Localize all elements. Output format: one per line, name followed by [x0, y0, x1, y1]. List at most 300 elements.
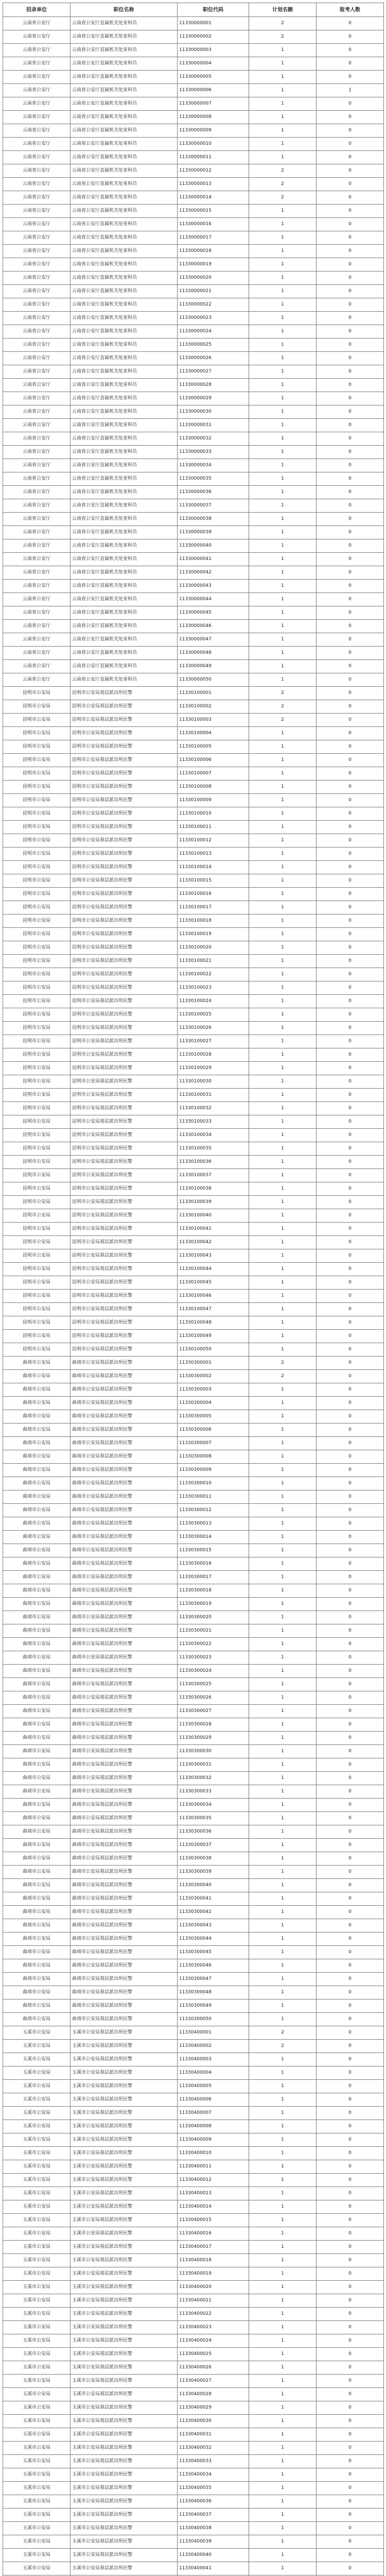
cell-registered: 0	[317, 57, 384, 71]
table-row	[3, 2214, 384, 2227]
cell-post: 昆明市公安局基层派出所民警	[71, 1156, 178, 1169]
table-row	[3, 2468, 384, 2482]
cell-registered: 0	[317, 2388, 384, 2401]
cell-registered: 0	[317, 1933, 384, 1946]
cell-registered: 0	[317, 2348, 384, 2361]
cell-post: 昆明市公安局基层派出所民警	[71, 754, 178, 767]
cell-post: 玉溪市公安局基层派出所民警	[71, 2509, 178, 2522]
table-row	[3, 2254, 384, 2267]
cell-registered: 0	[317, 2040, 384, 2053]
table-row	[3, 419, 384, 432]
cell-post: 昆明市公安局基层派出所民警	[71, 928, 178, 941]
table-header-row	[3, 3, 384, 17]
cell-code: 11330300034	[178, 1799, 249, 1812]
cell-plan: 1	[249, 1772, 317, 1785]
cell-post: 云南省公安厅直属机关处室科员	[71, 419, 178, 432]
cell-unit: 云南省公安厅	[3, 566, 71, 580]
cell-registered: 0	[317, 539, 384, 553]
table-row	[3, 1758, 384, 1772]
cell-code: 11330100043	[178, 1249, 249, 1263]
cell-post: 云南省公安厅直属机关处室科员	[71, 84, 178, 97]
table-row	[3, 84, 384, 97]
table-row	[3, 2535, 384, 2549]
cell-code: 11330100017	[178, 901, 249, 914]
table-row	[3, 513, 384, 526]
cell-plan: 1	[249, 124, 317, 138]
cell-unit: 玉溪市公安局	[3, 2214, 71, 2227]
cell-post: 云南省公安厅直属机关处室科员	[71, 379, 178, 392]
table-row	[3, 138, 384, 151]
cell-plan: 1	[249, 1423, 317, 1437]
cell-post: 云南省公安厅直属机关处室科员	[71, 392, 178, 405]
cell-registered: 0	[317, 955, 384, 968]
cell-registered: 0	[317, 432, 384, 446]
table-row	[3, 2334, 384, 2348]
cell-registered: 0	[317, 1316, 384, 1330]
cell-post: 曲靖市公安局基层派出所民警	[71, 1624, 178, 1638]
cell-unit: 云南省公安厅	[3, 647, 71, 660]
cell-plan: 1	[249, 941, 317, 955]
cell-post: 云南省公安厅直属机关处室科员	[71, 231, 178, 245]
cell-unit: 昆明市公安局	[3, 848, 71, 861]
cell-code: 11330300047	[178, 1973, 249, 1986]
cell-code: 11330000034	[178, 459, 249, 472]
cell-post: 玉溪市公安局基层派出所民警	[71, 2066, 178, 2080]
cell-code: 11330300026	[178, 1691, 249, 1705]
cell-registered: 0	[317, 1839, 384, 1852]
cell-registered: 0	[317, 218, 384, 231]
table-row	[3, 2348, 384, 2361]
table-row	[3, 338, 384, 352]
cell-registered: 0	[317, 1357, 384, 1370]
table-row	[3, 727, 384, 740]
cell-unit: 玉溪市公安局	[3, 2160, 71, 2174]
cell-registered: 0	[317, 1691, 384, 1705]
cell-plan: 1	[249, 2160, 317, 2174]
cell-post: 曲靖市公安局基层派出所民警	[71, 1504, 178, 1517]
cell-plan: 1	[249, 1383, 317, 1397]
cell-registered: 0	[317, 1370, 384, 1383]
cell-registered: 0	[317, 2053, 384, 2066]
cell-code: 11330300050	[178, 2013, 249, 2026]
cell-code: 11330100038	[178, 1182, 249, 1196]
cell-registered: 0	[317, 1450, 384, 1464]
cell-registered: 0	[317, 606, 384, 620]
header-registered: 报考人数	[317, 3, 384, 17]
cell-registered: 0	[317, 124, 384, 138]
cell-post: 玉溪市公安局基层派出所民警	[71, 2133, 178, 2147]
cell-post: 昆明市公安局基层派出所民警	[71, 941, 178, 955]
cell-unit: 云南省公安厅	[3, 432, 71, 446]
cell-registered: 0	[317, 17, 384, 30]
cell-unit: 昆明市公安局	[3, 981, 71, 995]
table-row	[3, 2093, 384, 2107]
cell-registered: 0	[317, 2415, 384, 2428]
table-row	[3, 914, 384, 928]
cell-unit: 云南省公安厅	[3, 17, 71, 30]
table-row	[3, 700, 384, 714]
cell-post: 云南省公安厅直属机关处室科员	[71, 566, 178, 580]
cell-code: 11330300003	[178, 1383, 249, 1397]
cell-registered: 0	[317, 1089, 384, 1102]
cell-registered: 0	[317, 807, 384, 821]
cell-registered: 0	[317, 446, 384, 459]
cell-registered: 0	[317, 2241, 384, 2254]
table-row	[3, 499, 384, 513]
cell-registered: 0	[317, 620, 384, 633]
table-row	[3, 1075, 384, 1089]
table-row	[3, 151, 384, 164]
cell-post: 曲靖市公安局基层派出所民警	[71, 1651, 178, 1665]
cell-post: 玉溪市公安局基层派出所民警	[71, 2040, 178, 2053]
cell-unit: 玉溪市公安局	[3, 2200, 71, 2214]
cell-code: 11330000032	[178, 432, 249, 446]
cell-code: 11330100012	[178, 834, 249, 848]
cell-unit: 昆明市公安局	[3, 1035, 71, 1048]
cell-plan: 1	[249, 995, 317, 1008]
cell-registered: 0	[317, 71, 384, 84]
table-row	[3, 71, 384, 84]
cell-post: 云南省公安厅直属机关处室科员	[71, 272, 178, 285]
cell-unit: 曲靖市公安局	[3, 1571, 71, 1584]
cell-plan: 2	[249, 17, 317, 30]
cell-post: 昆明市公安局基层派出所民警	[71, 1008, 178, 1022]
cell-post: 云南省公安厅直属机关处室科员	[71, 539, 178, 553]
cell-registered: 0	[317, 1209, 384, 1223]
cell-registered: 0	[317, 151, 384, 164]
cell-registered: 0	[317, 901, 384, 914]
cell-plan: 1	[249, 1330, 317, 1343]
cell-plan: 1	[249, 111, 317, 124]
cell-plan: 2	[249, 30, 317, 44]
cell-unit: 玉溪市公安局	[3, 2187, 71, 2200]
cell-plan: 1	[249, 807, 317, 821]
cell-unit: 云南省公安厅	[3, 593, 71, 606]
cell-code: 11330100033	[178, 1115, 249, 1129]
cell-plan: 1	[249, 1223, 317, 1236]
cell-unit: 昆明市公安局	[3, 714, 71, 727]
cell-unit: 昆明市公安局	[3, 727, 71, 740]
cell-registered: 0	[317, 111, 384, 124]
table-row	[3, 848, 384, 861]
cell-unit: 曲靖市公安局	[3, 1383, 71, 1397]
cell-post: 曲靖市公安局基层派出所民警	[71, 1410, 178, 1423]
cell-registered: 0	[317, 1557, 384, 1571]
table-row	[3, 2080, 384, 2093]
cell-unit: 玉溪市公安局	[3, 2401, 71, 2415]
cell-unit: 玉溪市公安局	[3, 2026, 71, 2040]
cell-unit: 昆明市公安局	[3, 1156, 71, 1169]
cell-unit: 昆明市公安局	[3, 1089, 71, 1102]
cell-plan: 1	[249, 1022, 317, 1035]
cell-unit: 云南省公安厅	[3, 513, 71, 526]
cell-post: 曲靖市公安局基层派出所民警	[71, 1397, 178, 1410]
cell-unit: 曲靖市公安局	[3, 1691, 71, 1705]
cell-post: 玉溪市公安局基层派出所民警	[71, 2227, 178, 2241]
cell-post: 曲靖市公安局基层派出所民警	[71, 1450, 178, 1464]
table-row	[3, 647, 384, 660]
cell-code: 11330100029	[178, 1062, 249, 1075]
cell-plan: 1	[249, 2549, 317, 2562]
cell-plan: 1	[249, 1544, 317, 1557]
cell-unit: 云南省公安厅	[3, 285, 71, 298]
cell-post: 曲靖市公安局基层派出所民警	[71, 1986, 178, 1999]
cell-unit: 昆明市公安局	[3, 1075, 71, 1089]
cell-post: 玉溪市公安局基层派出所民警	[71, 2147, 178, 2160]
cell-unit: 曲靖市公安局	[3, 2013, 71, 2026]
table-row	[3, 1370, 384, 1383]
cell-code: 11330400015	[178, 2214, 249, 2227]
cell-post: 昆明市公安局基层派出所民警	[71, 888, 178, 901]
cell-registered: 0	[317, 848, 384, 861]
table-row	[3, 1691, 384, 1705]
cell-plan: 1	[249, 2401, 317, 2415]
cell-unit: 曲靖市公安局	[3, 1892, 71, 1906]
cell-post: 云南省公安厅直属机关处室科员	[71, 647, 178, 660]
cell-post: 云南省公安厅直属机关处室科员	[71, 218, 178, 231]
cell-post: 昆明市公安局基层派出所民警	[71, 1115, 178, 1129]
table-row	[3, 2509, 384, 2522]
cell-code: 11330300036	[178, 1825, 249, 1839]
cell-code: 11330300021	[178, 1624, 249, 1638]
cell-registered: 0	[317, 2227, 384, 2241]
cell-unit: 昆明市公安局	[3, 928, 71, 941]
cell-registered: 0	[317, 660, 384, 673]
cell-registered: 0	[317, 834, 384, 848]
table-row	[3, 1290, 384, 1303]
table-row	[3, 205, 384, 218]
cell-post: 昆明市公安局基层派出所民警	[71, 740, 178, 754]
cell-post: 玉溪市公安局基层派出所民警	[71, 2455, 178, 2468]
cell-post: 云南省公安厅直属机关处室科员	[71, 258, 178, 272]
table-row	[3, 2401, 384, 2415]
cell-plan: 1	[249, 1839, 317, 1852]
cell-registered: 0	[317, 178, 384, 191]
cell-registered: 0	[317, 258, 384, 272]
cell-post: 昆明市公安局基层派出所民警	[71, 874, 178, 888]
table-row	[3, 995, 384, 1008]
table-row	[3, 486, 384, 499]
cell-post: 昆明市公安局基层派出所民警	[71, 1303, 178, 1316]
cell-post: 昆明市公安局基层派出所民警	[71, 1223, 178, 1236]
table-row	[3, 1196, 384, 1209]
cell-code: 11330100046	[178, 1290, 249, 1303]
cell-plan: 1	[249, 1959, 317, 1973]
cell-registered: 0	[317, 727, 384, 740]
cell-plan: 1	[249, 633, 317, 647]
table-row	[3, 1089, 384, 1102]
cell-plan: 1	[249, 1303, 317, 1316]
cell-registered: 0	[317, 2334, 384, 2348]
cell-code: 11330000033	[178, 446, 249, 459]
cell-code: 11330100047	[178, 1303, 249, 1316]
cell-code: 11330000013	[178, 178, 249, 191]
cell-registered: 0	[317, 580, 384, 593]
table-row	[3, 352, 384, 365]
cell-unit: 玉溪市公安局	[3, 2388, 71, 2401]
cell-plan: 1	[249, 2428, 317, 2442]
cell-unit: 云南省公安厅	[3, 633, 71, 647]
table-row	[3, 2415, 384, 2428]
cell-registered: 0	[317, 1477, 384, 1490]
cell-registered: 0	[317, 459, 384, 472]
cell-registered: 0	[317, 205, 384, 218]
cell-plan: 1	[249, 1973, 317, 1986]
cell-post: 昆明市公安局基层派出所民警	[71, 700, 178, 714]
cell-code: 11330400007	[178, 2107, 249, 2120]
cell-code: 11330000036	[178, 486, 249, 499]
cell-code: 11330100006	[178, 754, 249, 767]
cell-post: 昆明市公安局基层派出所民警	[71, 1142, 178, 1156]
table-row	[3, 124, 384, 138]
cell-registered: 0	[317, 2147, 384, 2160]
cell-registered: 0	[317, 2013, 384, 2026]
cell-code: 11330100039	[178, 1196, 249, 1209]
cell-unit: 昆明市公安局	[3, 1115, 71, 1129]
cell-code: 11330000020	[178, 272, 249, 285]
table-row	[3, 97, 384, 111]
table-row	[3, 365, 384, 379]
cell-registered: 0	[317, 1129, 384, 1142]
cell-code: 11330400023	[178, 2321, 249, 2334]
cell-registered: 0	[317, 1062, 384, 1075]
cell-registered: 0	[317, 1008, 384, 1022]
cell-plan: 1	[249, 1075, 317, 1089]
cell-unit: 玉溪市公安局	[3, 2509, 71, 2522]
table-row	[3, 593, 384, 606]
cell-plan: 1	[249, 1892, 317, 1906]
cell-plan: 1	[249, 1624, 317, 1638]
cell-post: 玉溪市公安局基层派出所民警	[71, 2401, 178, 2415]
cell-registered: 0	[317, 1504, 384, 1517]
cell-code: 11330400034	[178, 2468, 249, 2482]
table-row	[3, 231, 384, 245]
table-row	[3, 1156, 384, 1169]
cell-plan: 1	[249, 1691, 317, 1705]
cell-code: 11330100022	[178, 968, 249, 981]
table-row	[3, 1062, 384, 1075]
table-row	[3, 1772, 384, 1785]
cell-code: 11330000005	[178, 71, 249, 84]
cell-unit: 昆明市公安局	[3, 968, 71, 981]
cell-plan: 1	[249, 673, 317, 687]
table-row	[3, 1892, 384, 1906]
table-row	[3, 1142, 384, 1156]
cell-plan: 1	[249, 2495, 317, 2509]
cell-code: 11330100044	[178, 1263, 249, 1276]
cell-unit: 玉溪市公安局	[3, 2093, 71, 2107]
table-row	[3, 1718, 384, 1732]
cell-registered: 0	[317, 2174, 384, 2187]
cell-code: 11330100019	[178, 928, 249, 941]
cell-plan: 1	[249, 821, 317, 834]
cell-registered: 0	[317, 1785, 384, 1799]
cell-post: 云南省公安厅直属机关处室科员	[71, 245, 178, 258]
cell-code: 11330300015	[178, 1544, 249, 1557]
table-row	[3, 1906, 384, 1919]
cell-unit: 曲靖市公安局	[3, 1999, 71, 2013]
table-row	[3, 1785, 384, 1799]
table-row	[3, 2294, 384, 2308]
cell-plan: 1	[249, 1263, 317, 1276]
table-row	[3, 2147, 384, 2160]
cell-post: 昆明市公安局基层派出所民警	[71, 981, 178, 995]
cell-unit: 昆明市公安局	[3, 1303, 71, 1316]
cell-post: 昆明市公安局基层派出所民警	[71, 1330, 178, 1343]
cell-plan: 1	[249, 2241, 317, 2254]
cell-post: 玉溪市公安局基层派出所民警	[71, 2361, 178, 2375]
cell-post: 昆明市公安局基层派出所民警	[71, 1035, 178, 1048]
cell-code: 11330300024	[178, 1665, 249, 1678]
cell-registered: 0	[317, 2294, 384, 2308]
cell-plan: 1	[249, 2200, 317, 2214]
table-row	[3, 2174, 384, 2187]
cell-code: 11330000050	[178, 673, 249, 687]
cell-plan: 1	[249, 1999, 317, 2013]
cell-unit: 昆明市公安局	[3, 807, 71, 821]
cell-registered: 0	[317, 1263, 384, 1276]
table-row	[3, 1624, 384, 1638]
table-row	[3, 1745, 384, 1758]
table-row	[3, 2428, 384, 2442]
table-row	[3, 807, 384, 821]
table-row	[3, 1410, 384, 1423]
cell-post: 云南省公安厅直属机关处室科员	[71, 553, 178, 566]
cell-plan: 1	[249, 419, 317, 432]
table-row	[3, 754, 384, 767]
cell-unit: 玉溪市公安局	[3, 2321, 71, 2334]
cell-registered: 0	[317, 325, 384, 338]
cell-registered: 0	[317, 97, 384, 111]
cell-plan: 1	[249, 1946, 317, 1959]
cell-post: 曲靖市公安局基层派出所民警	[71, 1745, 178, 1758]
cell-unit: 云南省公安厅	[3, 539, 71, 553]
cell-plan: 1	[249, 767, 317, 781]
cell-post: 昆明市公安局基层派出所民警	[71, 1263, 178, 1276]
cell-unit: 曲靖市公安局	[3, 1531, 71, 1544]
cell-unit: 曲靖市公安局	[3, 1678, 71, 1691]
cell-unit: 昆明市公安局	[3, 1048, 71, 1062]
cell-code: 11330000004	[178, 57, 249, 71]
cell-registered: 0	[317, 2375, 384, 2388]
cell-unit: 云南省公安厅	[3, 164, 71, 178]
cell-post: 昆明市公安局基层派出所民警	[71, 807, 178, 821]
cell-code: 11330400024	[178, 2334, 249, 2348]
cell-plan: 1	[249, 2294, 317, 2308]
cell-code: 11330000027	[178, 365, 249, 379]
table-row	[3, 526, 384, 539]
cell-plan: 1	[249, 1879, 317, 1892]
cell-post: 曲靖市公安局基层派出所民警	[71, 1879, 178, 1892]
cell-post: 玉溪市公安局基层派出所民警	[71, 2468, 178, 2482]
cell-registered: 0	[317, 1812, 384, 1825]
cell-plan: 1	[249, 365, 317, 379]
cell-plan: 1	[249, 566, 317, 580]
cell-registered: 0	[317, 1276, 384, 1290]
cell-unit: 曲靖市公安局	[3, 1410, 71, 1423]
cell-code: 11330300012	[178, 1504, 249, 1517]
cell-post: 云南省公安厅直属机关处室科员	[71, 30, 178, 44]
cell-registered: 0	[317, 1156, 384, 1169]
cell-registered: 1	[317, 84, 384, 97]
cell-code: 11330000001	[178, 17, 249, 30]
cell-plan: 1	[249, 861, 317, 874]
cell-unit: 云南省公安厅	[3, 446, 71, 459]
table-row	[3, 2013, 384, 2026]
cell-plan: 1	[249, 432, 317, 446]
table-row	[3, 1933, 384, 1946]
cell-post: 曲靖市公安局基层派出所民警	[71, 1758, 178, 1772]
